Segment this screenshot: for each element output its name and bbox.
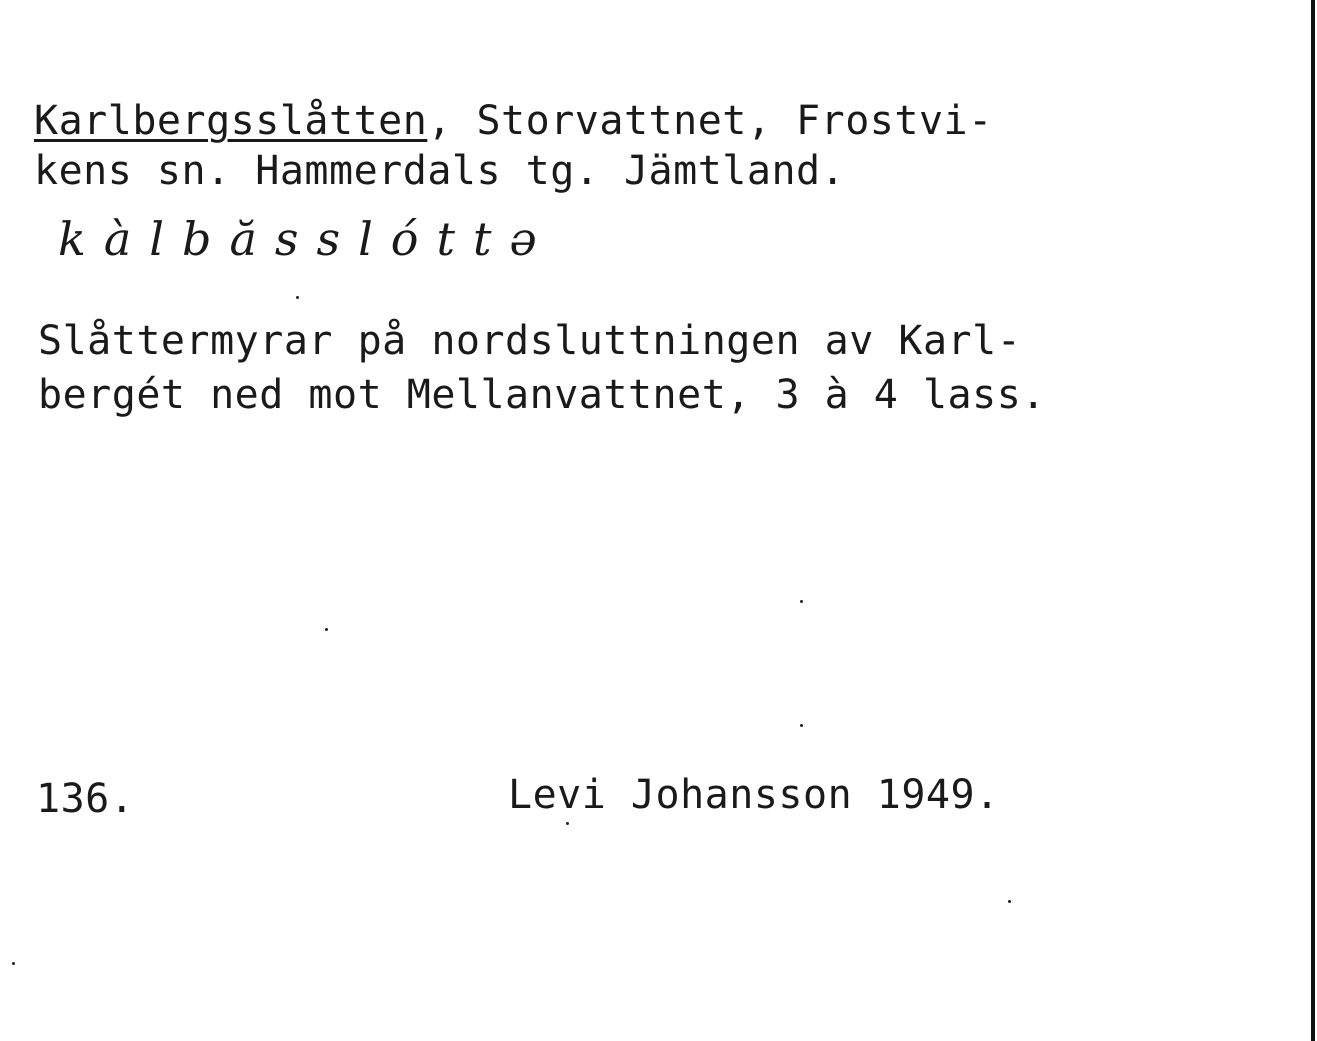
description-line-1: Slåttermyrar på nordsluttningen av Karl- — [38, 318, 1022, 364]
collector-signature: Levi Johansson 1949. — [508, 772, 1000, 818]
place-name: Karlbergsslåtten — [34, 98, 428, 144]
heading-line-1 — [34, 98, 993, 144]
paper-speck — [800, 600, 803, 603]
paper-speck — [325, 628, 328, 631]
description-line-2: bergét ned mot Mellanvattnet, 3 à 4 lass. — [38, 372, 1046, 418]
card-edge-border — [1311, 0, 1315, 1041]
paper-speck — [800, 724, 803, 727]
paper-speck — [1008, 900, 1011, 903]
paper-speck — [12, 962, 15, 965]
paper-speck — [296, 296, 299, 299]
heading-line-2: kens sn. Hammerdals tg. Jämtland. — [34, 148, 846, 194]
paper-speck — [566, 822, 569, 825]
pronunciation-handwritten: kàlbăsslóttə — [58, 212, 555, 266]
card-number: 136. — [36, 776, 135, 822]
heading-line-1-rest: , Storvattnet, Frostvi- — [427, 98, 993, 144]
